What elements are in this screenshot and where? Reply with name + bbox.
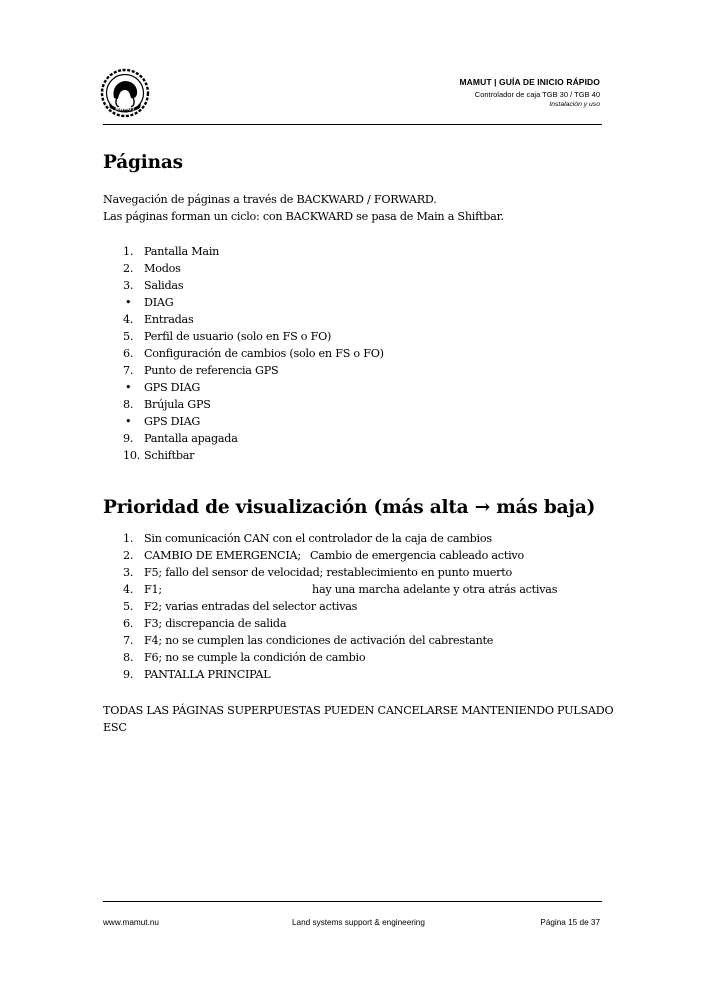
- note-line: TODAS LAS PÁGINAS SUPERPUESTAS PUEDEN CANCELARSE MANTENIENDO PULSADO: [103, 704, 614, 717]
- note-line: ESC: [103, 721, 127, 734]
- list-item-text: Modos: [144, 262, 181, 275]
- footer-website: www.mamut.nu: [103, 918, 159, 927]
- list-item-text: Brújula GPS: [144, 398, 211, 411]
- list-item-text: GPS DIAG: [144, 415, 201, 428]
- heading-prioridad: Prioridad de visualización (más alta → más baja): [103, 497, 596, 518]
- list-number: 2.: [123, 262, 134, 275]
- list-number: 8.: [123, 651, 134, 664]
- list-item-text: F2; varias entradas del selector activas: [144, 600, 358, 613]
- list-item-text: F1;: [144, 583, 162, 596]
- list-number: 5.: [123, 330, 134, 343]
- list-bullet: •: [125, 296, 132, 309]
- list-item-text: DIAG: [144, 296, 174, 309]
- footer-tagline: Land systems support & engineering: [292, 918, 425, 927]
- list-item-text: Entradas: [144, 313, 194, 326]
- paragraph-line: Navegación de páginas a través de BACKWARD / FORWARD.: [103, 193, 437, 206]
- list-number: 1.: [123, 532, 134, 545]
- list-item-text: Perfil de usuario (solo en FS o FO): [144, 330, 332, 343]
- document-header: [460, 77, 601, 108]
- list-item-text: Punto de referencia GPS: [144, 364, 279, 377]
- list-number: 3.: [123, 279, 134, 292]
- list-item-text: F3; discrepancia de salida: [144, 617, 287, 630]
- paragraph-line: Las páginas forman un ciclo: con BACKWARD se pasa de Main a Shiftbar.: [103, 210, 504, 223]
- logo-text: MAMUT: [115, 107, 135, 113]
- list-bullet: •: [125, 415, 132, 428]
- list-item-detail: hay una marcha adelante y otra atrás activas: [312, 583, 558, 596]
- header-rule: [103, 124, 602, 125]
- list-number: 8.: [123, 398, 134, 411]
- list-number: 4.: [123, 313, 134, 326]
- list-bullet: •: [125, 381, 132, 394]
- list-number: 5.: [123, 600, 134, 613]
- list-number: 1.: [123, 245, 134, 258]
- list-item-text: Configuración de cambios (solo en FS o FO): [144, 347, 384, 360]
- list-number: 7.: [123, 634, 134, 647]
- list-item-text: Pantalla Main: [144, 245, 220, 258]
- list-item-text: Salidas: [144, 279, 184, 292]
- list-number: 10.: [123, 449, 141, 462]
- list-number: 6.: [123, 347, 134, 360]
- list-item-detail: Cambio de emergencia cableado activo: [310, 549, 524, 562]
- list-item-text: GPS DIAG: [144, 381, 201, 394]
- list-item-text: PANTALLA PRINCIPAL: [144, 668, 271, 681]
- header-title: MAMUT | GUÍA DE INICIO RÁPIDO: [459, 77, 600, 87]
- list-item-text: F6; no se cumple la condición de cambio: [144, 651, 366, 664]
- list-item-text: Pantalla apagada: [144, 432, 238, 445]
- mamut-logo: [100, 68, 150, 118]
- footer-page-number: Página 15 de 37: [540, 918, 600, 927]
- list-item-text: Sin comunicación CAN con el controlador de la caja de cambios: [144, 532, 492, 545]
- header-subtitle-2: Instalación y uso: [549, 101, 600, 108]
- footer-rule: [103, 901, 602, 902]
- heading-paginas: Páginas: [103, 152, 183, 173]
- list-number: 4.: [123, 583, 134, 596]
- list-item-text: Schiftbar: [144, 449, 195, 462]
- list-number: 6.: [123, 617, 134, 630]
- list-number: 2.: [123, 549, 134, 562]
- list-number: 9.: [123, 668, 134, 681]
- header-subtitle: Controlador de caja TGB 30 / TGB 40: [474, 90, 600, 99]
- list-number: 9.: [123, 432, 134, 445]
- list-number: 3.: [123, 566, 134, 579]
- list-item-text: F4; no se cumplen las condiciones de activación del cabrestante: [144, 634, 494, 647]
- list-item-text: CAMBIO DE EMERGENCIA;: [144, 549, 301, 562]
- list-item-text: F5; fallo del sensor de velocidad; restablecimiento en punto muerto: [144, 566, 512, 579]
- list-number: 7.: [123, 364, 134, 377]
